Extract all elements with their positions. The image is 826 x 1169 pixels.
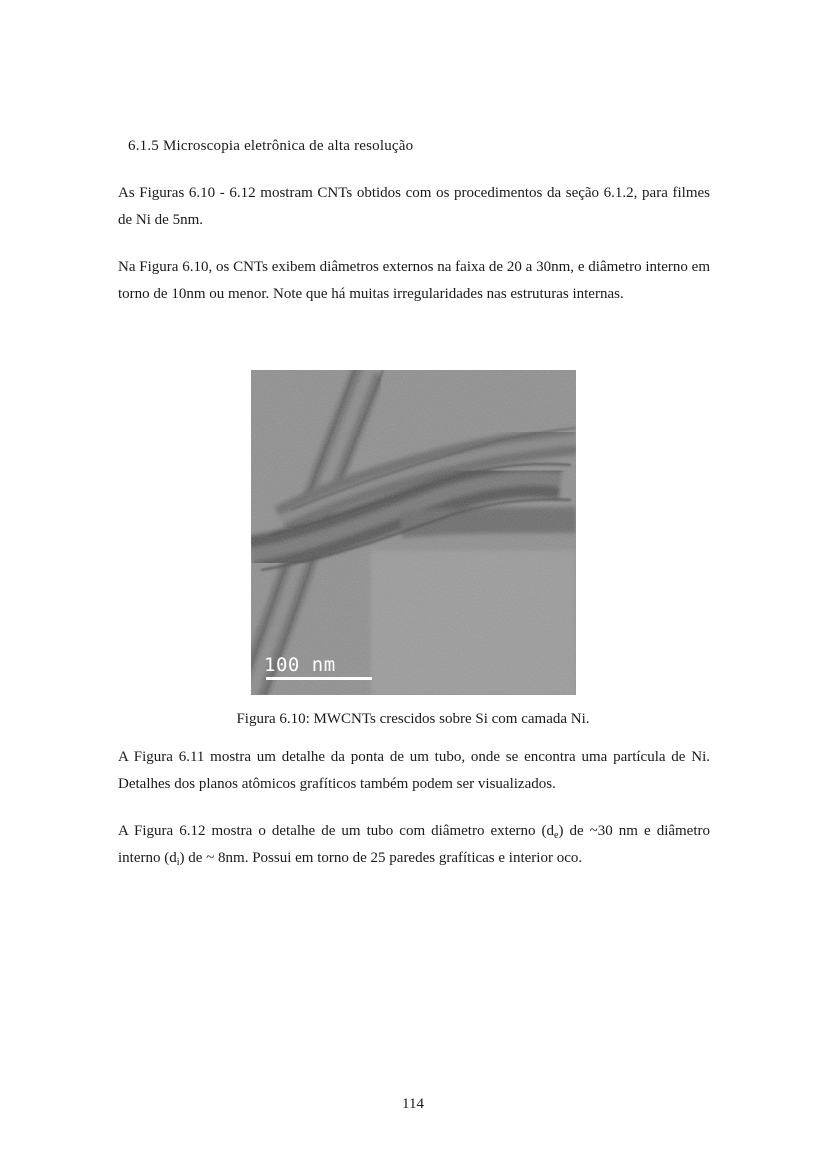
- p4-subscript-i: i: [176, 857, 180, 868]
- section-heading: 6.1.5 Microscopia eletrônica de alta resolução: [128, 138, 414, 154]
- scale-bar-label: 100 nm: [264, 654, 336, 676]
- figure-caption: Figura 6.10: MWCNTs crescidos sobre Si com camada Ni.: [236, 711, 590, 727]
- p4-text-3: ) de ~ 8nm. Possui em torno de 25 paredes grafíticas e interior oco.: [179, 850, 583, 866]
- paragraph-figure-6-12: [118, 818, 710, 872]
- paragraph-figure-6-11: A Figura 6.11 mostra um detalhe da ponta de um tubo, onde se encontra uma partícula de Ni. Detalhes dos planos atômicos grafíticos também podem ser visualizados.: [118, 749, 710, 792]
- paragraph-intro: As Figuras 6.10 - 6.12 mostram CNTs obtidos com os procedimentos da seção 6.1.2, para filmes de Ni de 5nm.: [118, 185, 710, 228]
- p4-text-2: ) de ~30 nm e diâmetro interno (d: [118, 823, 711, 866]
- micrograph-image: [251, 370, 576, 695]
- p4-text-1: A Figura 6.12 mostra o detalhe de um tubo com diâmetro externo (d: [118, 823, 554, 839]
- p4-subscript-e: e: [554, 830, 559, 841]
- page-number: 114: [402, 1096, 424, 1112]
- scale-bar: [266, 677, 372, 680]
- tem-micrograph: [251, 370, 576, 695]
- paragraph-figure-6-10: Na Figura 6.10, os CNTs exibem diâmetros externos na faixa de 20 a 30nm, e diâmetro interno em torno de 10nm ou menor. Note que há muitas irregularidades nas estruturas internas.: [118, 259, 710, 302]
